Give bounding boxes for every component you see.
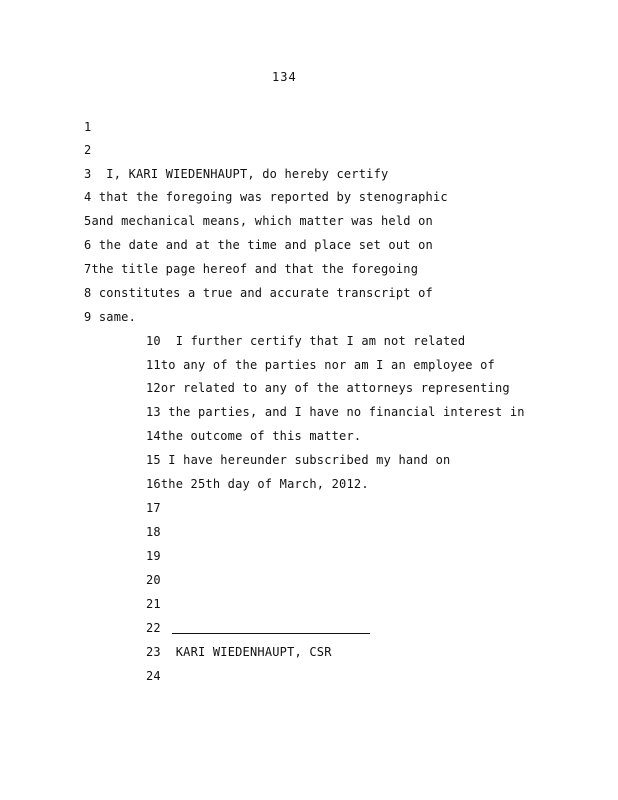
page-number: 134: [272, 70, 297, 84]
transcript-line-11: 11to any of the parties nor am I an employee of: [146, 358, 495, 372]
transcript-line-2: 2: [84, 143, 92, 157]
transcript-line-21: 21: [146, 597, 161, 611]
transcript-line-15: 15 I have hereunder subscribed my hand on: [146, 453, 451, 467]
transcript-line-23: 23 KARI WIEDENHAUPT, CSR: [146, 645, 332, 659]
transcript-line-19: 19: [146, 549, 161, 563]
transcript-line-18: 18: [146, 525, 161, 539]
signature-line: [172, 633, 370, 634]
transcript-line-5: 5and mechanical means, which matter was held on: [84, 214, 433, 228]
transcript-line-1: 1: [84, 120, 92, 134]
transcript-line-22: 22: [146, 621, 161, 635]
transcript-line-16: 16the 25th day of March, 2012.: [146, 477, 369, 491]
transcript-line-14: 14the outcome of this matter.: [146, 429, 362, 443]
transcript-line-7: 7the title page hereof and that the foregoing: [84, 262, 419, 276]
transcript-line-10: 10 I further certify that I am not related: [146, 334, 466, 348]
transcript-line-13: 13 the parties, and I have no financial interest in: [146, 405, 525, 419]
transcript-line-17: 17: [146, 501, 161, 515]
transcript-line-6: 6 the date and at the time and place set out on: [84, 238, 433, 252]
transcript-line-9: 9 same.: [84, 310, 136, 324]
transcript-line-20: 20: [146, 573, 161, 587]
transcript-line-8: 8 constitutes a true and accurate transcript of: [84, 286, 433, 300]
transcript-line-12: 12or related to any of the attorneys representing: [146, 381, 510, 395]
transcript-line-24: 24: [146, 669, 161, 683]
transcript-line-3: 3 I, KARI WIEDENHAUPT, do hereby certify: [84, 167, 389, 181]
reporter-name: KARI WIEDENHAUPT, CSR: [175, 645, 332, 659]
transcript-line-4: 4 that the foregoing was reported by stenographic: [84, 190, 448, 204]
